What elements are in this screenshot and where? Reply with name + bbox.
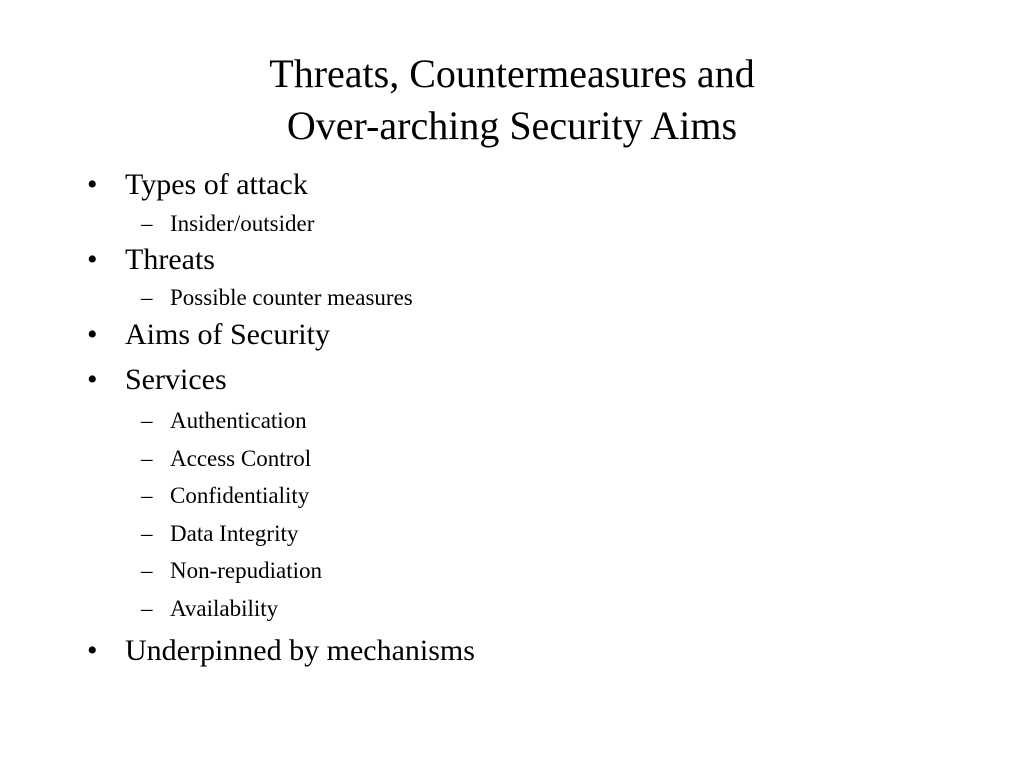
bullet-icon: • xyxy=(87,363,98,396)
dash-icon: – xyxy=(141,446,153,471)
sub-bullet-label: Possible counter measures xyxy=(170,285,413,310)
dash-icon: – xyxy=(141,408,153,433)
sub-bullet-label: Confidentiality xyxy=(170,483,310,508)
sub-bullet-label: Authentication xyxy=(170,408,307,433)
dash-icon: – xyxy=(141,483,153,508)
sub-bullet-label: Insider/outsider xyxy=(170,211,315,236)
bullet-icon: • xyxy=(87,168,98,201)
bullet-icon: • xyxy=(87,634,98,667)
dash-icon: – xyxy=(141,521,153,546)
bullet-icon: • xyxy=(87,243,98,276)
sub-bullet-label: Availability xyxy=(170,596,279,621)
sub-bullet-label: Data Integrity xyxy=(170,521,299,546)
bullet-label: Types of attack xyxy=(125,168,308,201)
sub-bullet-label: Access Control xyxy=(170,446,312,471)
bullet-label: Aims of Security xyxy=(125,318,330,351)
dash-icon: – xyxy=(141,285,153,310)
bullet-label: Underpinned by mechanisms xyxy=(125,634,475,667)
dash-icon: – xyxy=(141,596,153,621)
dash-icon: – xyxy=(141,211,153,236)
dash-icon: – xyxy=(141,558,153,583)
slide-title-line-1: Threats, Countermeasures and xyxy=(269,51,755,96)
slide-title xyxy=(0,48,1024,152)
bullet-label: Threats xyxy=(125,243,215,276)
bullet-label: Services xyxy=(125,363,227,396)
slide-title-line-2: Over-arching Security Aims xyxy=(286,103,738,148)
sub-bullet-label: Non-repudiation xyxy=(170,558,323,583)
bullet-icon: • xyxy=(87,318,98,351)
